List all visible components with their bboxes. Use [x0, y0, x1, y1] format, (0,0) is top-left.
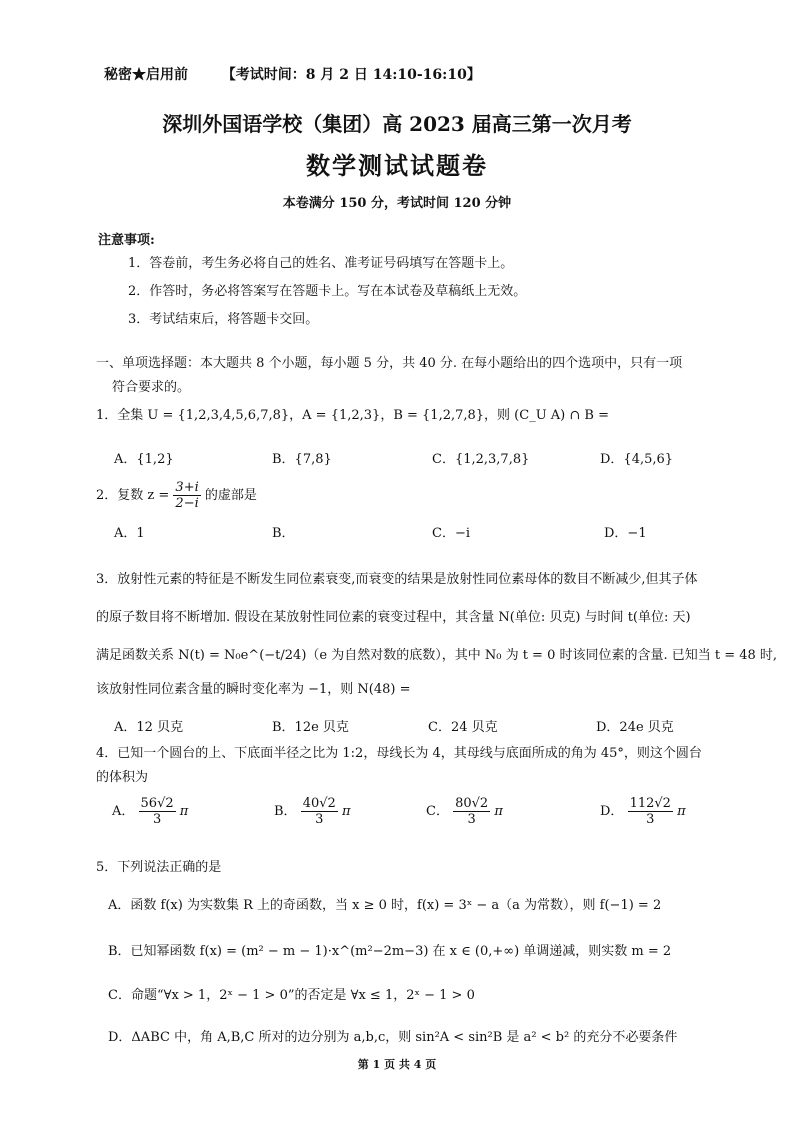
- q1-stem: 1．全集 U = {1,2,3,4,5,6,7,8}，A = {1,2,3}，B = {1,2,7,8}，则 (C_U A) ∩ B =: [96, 408, 609, 423]
- exam-time: 【考试时间：8 月 2 日 14:10-16:10】: [221, 67, 481, 83]
- q3-line-3: 满足函数关系 N(t) = N₀e^(−t/24)（e 为自然对数的底数），其中 N₀ 为 t = 0 时该同位素的含量. 已知当 t = 48 时,: [96, 648, 778, 663]
- q2-option-b: B．: [272, 526, 295, 541]
- exam-header: [104, 64, 481, 84]
- q2-option-a: A．1: [114, 526, 145, 541]
- q3-option-d: D．24e 贝克: [596, 720, 674, 735]
- school-title: 深圳外国语学校（集团）高 2023 届高三第一次月考: [162, 112, 632, 136]
- notice-heading: 注意事项:: [98, 233, 155, 248]
- page-footer: 第 1 页 共 4 页: [357, 1058, 437, 1071]
- q4-option-b-den: 3: [315, 812, 324, 827]
- q2-option-d: D．−1: [604, 526, 647, 541]
- notice-item-1: 1．答卷前，考生务必将自己的姓名、准考证号码填写在答题卡上。: [128, 256, 514, 271]
- q5-option-a: A．函数 f(x) 为实数集 R 上的奇函数，当 x ≥ 0 时，f(x) = 3ˣ − a（a 为常数），则 f(−1) = 2: [108, 898, 662, 913]
- q5-option-c: C．命题“∀x > 1，2ˣ − 1 > 0”的否定是 ∀x ≤ 1，2ˣ − 1 > 0: [108, 988, 475, 1003]
- q4-option-c-label: C．: [426, 804, 449, 819]
- q4-option-c: [426, 796, 503, 827]
- q4-option-c-den: 3: [467, 812, 476, 827]
- q2-prefix: 2．复数 z =: [96, 488, 170, 503]
- notice-item-3: 3．考试结束后，将答题卡交回。: [128, 312, 319, 327]
- q4-option-c-fraction: [453, 796, 490, 827]
- q4-option-a-den: 3: [152, 812, 162, 827]
- q2-fraction-num: 3+i: [175, 480, 199, 495]
- notice-item-2: 2．作答时，务必将答案写在答题卡上。写在本试卷及草稿纸上无效。: [128, 284, 527, 299]
- q4-option-a-label: A．: [112, 804, 135, 819]
- q5-stem: 5．下列说法正确的是: [96, 860, 222, 875]
- q4-option-d-tail: π: [677, 804, 686, 819]
- q2-stem: [96, 480, 257, 511]
- q4-option-c-num: 80√2: [455, 796, 489, 811]
- q4-option-d-num: 112√2: [629, 796, 671, 811]
- q4-option-a-fraction: [139, 796, 176, 827]
- section-heading: 一、单项选择题：本大题共 8 个小题，每小题 5 分，共 40 分. 在每小题给出的四个选项中，只有一项: [96, 356, 683, 371]
- q4-option-d: [600, 796, 686, 827]
- q3-line-1: 3．放射性元素的特征是不断发生同位素衰变,而衰变的结果是放射性同位素母体的数目不断减少,但其子体: [96, 572, 698, 587]
- q4-line-1: 4．已知一个圆台的上、下底面半径之比为 1:2，母线长为 4，其母线与底面所成的角为 45°，则这个圆台: [96, 746, 702, 761]
- q3-line-2: 的原子数目将不断增加. 假设在某放射性同位素的衰变过程中，其含量 N(单位: 贝克) 与时间 t(单位: 天): [96, 610, 691, 625]
- q2-option-c: C．−i: [432, 526, 470, 541]
- q3-line-4: 该放射性同位素含量的瞬时变化率为 −1，则 N(48) =: [96, 682, 411, 697]
- secret-label: 秘密★启用前: [104, 67, 188, 83]
- q4-option-c-tail: π: [494, 804, 503, 819]
- q4-option-b-label: B．: [274, 804, 297, 819]
- q1-option-d: D．{4,5,6}: [600, 452, 674, 467]
- q1-option-c: C．{1,2,3,7,8}: [432, 452, 530, 467]
- q4-line-2: 的体积为: [96, 770, 149, 785]
- q4-option-d-den: 3: [646, 812, 655, 827]
- q4-option-b-fraction: [301, 796, 338, 827]
- q2-suffix: 的虚部是: [204, 488, 257, 503]
- q4-option-b: [274, 796, 351, 827]
- q5-option-d: D．ΔABC 中，角 A,B,C 所对的边分别为 a,b,c，则 sin²A < sin²B 是 a² < b² 的充分不必要条件: [108, 1030, 678, 1045]
- q4-option-a: [112, 796, 188, 827]
- q2-fraction-den: 2−i: [175, 496, 199, 511]
- paper-info: 本卷满分 150 分，考试时间 120 分钟: [282, 196, 512, 211]
- paper-title: 数学测试试题卷: [306, 151, 488, 180]
- q3-option-c: C．24 贝克: [428, 720, 498, 735]
- q4-option-d-fraction: [628, 796, 673, 827]
- q4-option-a-tail: π: [179, 804, 189, 819]
- q1-option-b: B．{7,8}: [272, 452, 332, 467]
- q4-option-b-tail: π: [341, 804, 351, 819]
- q1-option-a: A．{1,2}: [114, 452, 174, 467]
- q4-option-a-num: 56√2: [140, 796, 174, 811]
- q3-option-b: B．12e 贝克: [272, 720, 349, 735]
- q2-fraction: [173, 480, 200, 511]
- q5-option-b: B．已知幂函数 f(x) = (m² − m − 1)·x^(m²−2m−3) 在 x ∈ (0,+∞) 单调递减，则实数 m = 2: [108, 944, 672, 959]
- q3-option-a: A．12 贝克: [114, 720, 184, 735]
- q4-option-b-num: 40√2: [302, 796, 336, 811]
- q4-option-d-label: D．: [600, 804, 624, 819]
- section-heading-cont: 符合要求的。: [112, 380, 191, 395]
